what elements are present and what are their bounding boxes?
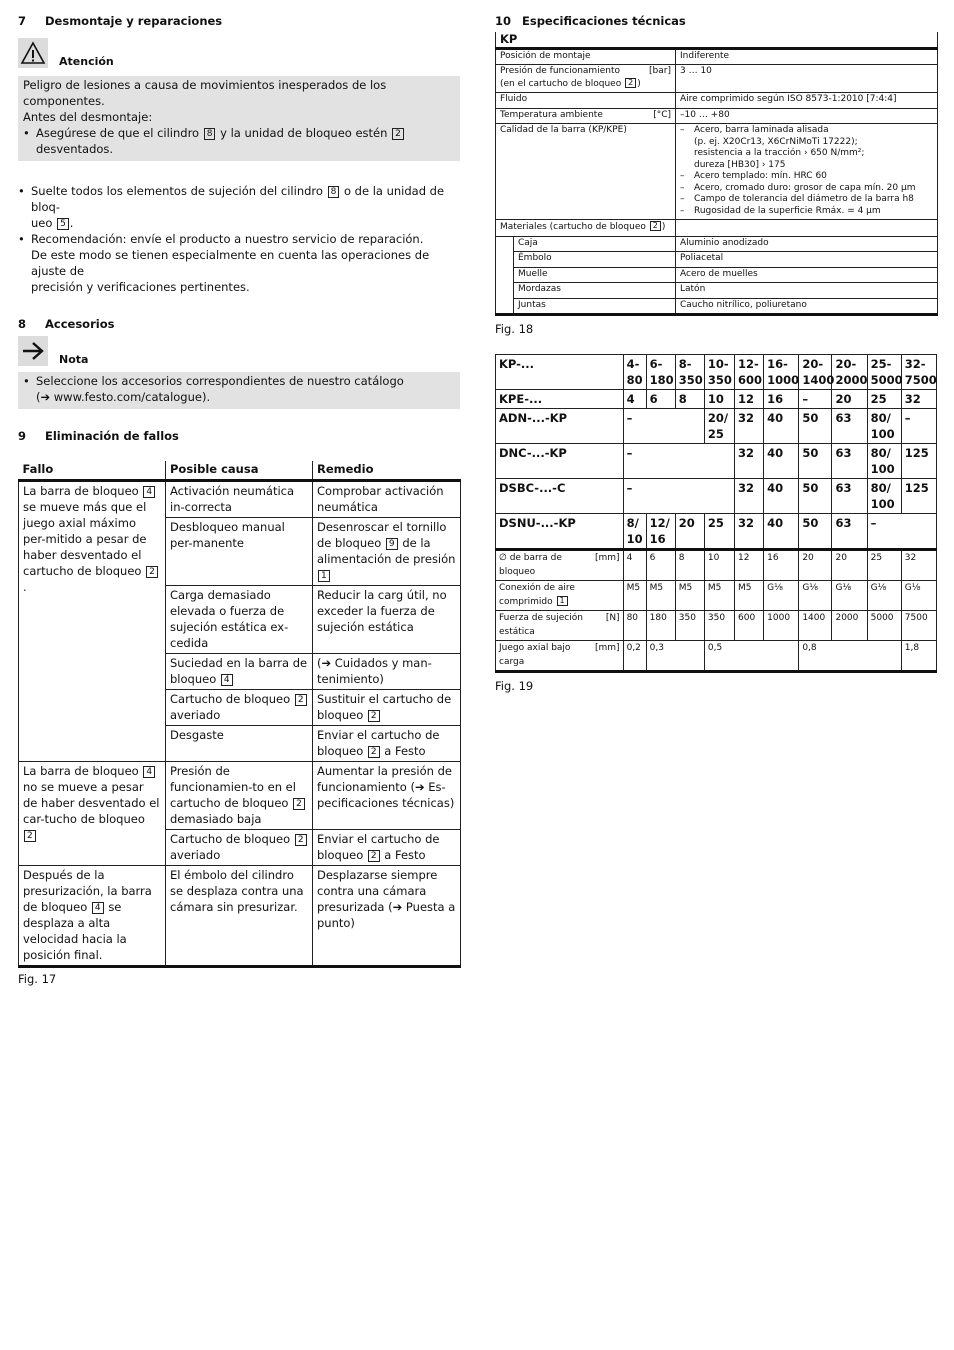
table-cell: 6- 180 xyxy=(646,355,675,390)
table-row: Caja Aluminio anodizado xyxy=(496,236,938,252)
table-cell: 350 xyxy=(675,611,704,641)
table-row: DSBC-...-C – 32 40 50 63 80/ 100 125 xyxy=(496,479,937,514)
table-cell: 20/ 25 xyxy=(704,409,734,444)
table-row: Fuerza de sujeción [N] estática 80 180 350 350 600 1000 1400 2000 5000 7500 xyxy=(496,611,937,641)
table-cell: 0,2 xyxy=(623,641,646,672)
table-cell: G⅛ xyxy=(832,581,867,611)
table-row xyxy=(19,866,461,967)
table-cell: 125 xyxy=(901,444,936,479)
warning-callout-header xyxy=(18,38,460,74)
table-row: Posición de montaje Indiferente xyxy=(496,48,938,65)
remedy-cell: Aumentar la presión de funcionamiento (➔ Es-pecificaciones técnicas) xyxy=(313,762,461,830)
table-row: Mordazas Latón xyxy=(496,283,938,299)
section-8-heading: 8 Accesorios xyxy=(18,317,115,331)
table-cell: 20- 1400 xyxy=(799,355,832,390)
table-cell: 20 xyxy=(832,550,867,581)
note-label: Nota xyxy=(59,353,89,366)
table-row: Juntas Caucho nitrílico, poliuretano xyxy=(496,298,938,315)
remedy-cell: Desenroscar el tornillo de bloqueo 9 de la alimentación de presión 1 xyxy=(313,518,461,586)
cause-cell: Desbloqueo manual per-manente xyxy=(166,518,313,586)
section-7-heading: 7 Desmontaje y reparaciones xyxy=(18,14,223,28)
cause-cell: Desgaste xyxy=(166,726,313,762)
table-cell: 63 xyxy=(832,514,867,550)
remedy-cell: Sustituir el cartucho de bloqueo 2 xyxy=(313,690,461,726)
table-cell: 8 xyxy=(675,390,704,409)
table-cell: 1,8 xyxy=(901,641,936,672)
ref-box: 8 xyxy=(328,186,340,198)
table-row: Conexión de aire comprimido 1 M5 M5 M5 M5 M5 G⅛ G⅛ G⅛ G⅛ G⅛ xyxy=(496,581,937,611)
remedy-cell: Comprobar activación neumática xyxy=(313,481,461,518)
table-cell: 40 xyxy=(764,514,799,550)
section-7-list xyxy=(18,183,460,295)
table-row: Presión de funcionamiento [bar] (en el cartucho de bloqueo 2 ) 3 … 10 xyxy=(496,65,938,93)
remedy-cell: Desplazarse siempre contra una cámara presurizada (➔ Puesta a punto) xyxy=(313,866,461,967)
table-cell: – xyxy=(901,409,936,444)
table-cell: 16 xyxy=(764,390,799,409)
cause-cell: Cartucho de bloqueo 2 averiado xyxy=(166,830,313,866)
table-cell: 32 xyxy=(901,550,936,581)
table-cell: 50 xyxy=(799,514,832,550)
table-cell: 50 xyxy=(799,409,832,444)
table-cell: 8- 350 xyxy=(675,355,704,390)
table-cell: 0,8 xyxy=(799,641,901,672)
table-cell: 20 xyxy=(832,390,867,409)
table-cell: 0,5 xyxy=(704,641,798,672)
table-cell: 4 xyxy=(623,390,646,409)
table-cell: 40 xyxy=(764,444,799,479)
table-cell: 12- 600 xyxy=(735,355,764,390)
list-item: • Recomendación: envíe el producto a nuestro servicio de reparación. De este modo se tienen especialmente en cuenta las operaciones de ajuste de precisión y verificaciones pertinentes. xyxy=(18,232,430,294)
remedy-cell: (➔ Cuidados y man-tenimiento) xyxy=(313,654,461,690)
table-cell: 10- 350 xyxy=(704,355,734,390)
table-row xyxy=(19,762,461,830)
table-cell: 10 xyxy=(704,550,734,581)
ref-box: 8 xyxy=(204,128,216,140)
table-cell: 6 xyxy=(646,390,675,409)
table-cell: 32- 7500 xyxy=(901,355,936,390)
table-row: Calidad de la barra (KP/KPE) – Acero, barra laminada alisada (p. ej. X20Cr13, X6CrNiMoTi 17222); resistencia a la tracción › 650 N/mm²; dureza [HB30] › 175 – Acero templado: mín. HRC 60 – Acero, cromado duro: grosor de capa mín. 20 µm – Campo de tolerancia del diámetro de la barra h8 – Rugosidad de la superficie Rmáx. = 4 µm xyxy=(496,124,938,220)
fault-cell: La barra de bloqueo 4 no se mueve a pesar de haber desventado el car-tucho de bloqueo 2 xyxy=(19,762,166,866)
table-cell: 6 xyxy=(646,550,675,581)
rod-quality-list: – Acero, barra laminada alisada (p. ej. X20Cr13, X6CrNiMoTi 17222); resistencia a la tracción › 650 N/mm²; dureza [HB30] › 175 – Acero templado: mín. HRC 60 – Acero, cromado duro: grosor de capa mín. 20 µm – Campo de tolerancia del diámetro de la barra h8 – Rugosidad de la superficie Rmáx. = 4 µm xyxy=(676,124,938,220)
warning-label: Atención xyxy=(59,55,114,68)
table-row: Émbolo Poliacetal xyxy=(496,252,938,268)
table-cell: 40 xyxy=(764,409,799,444)
table-cell: 4- 80 xyxy=(623,355,646,390)
table-title: KP xyxy=(496,32,938,48)
table-cell: 8 xyxy=(675,550,704,581)
table-cell: 80/ 100 xyxy=(867,444,901,479)
cause-cell: El émbolo del cilindro se desplaza contra una cámara sin presurizar. xyxy=(166,866,313,967)
table-cell: 63 xyxy=(832,409,867,444)
table-cell: G⅛ xyxy=(867,581,901,611)
table-cell: 25- 5000 xyxy=(867,355,901,390)
table-row: KP-... 4- 80 6- 180 8- 350 10- 350 12- 600 16- 1000 20- 1400 20- 2000 25- 5000 32- 7500 xyxy=(496,355,937,390)
table-cell: 20 xyxy=(799,550,832,581)
table-row: DSNU-...-KP 8/ 10 12/ 16 20 25 32 40 50 63 – xyxy=(496,514,937,550)
remedy-cell: Enviar el cartucho de bloqueo 2 a Festo xyxy=(313,830,461,866)
remedy-cell: Reducir la carg útil, no exceder la fuerza de sujeción estática xyxy=(313,586,461,654)
figure-caption: Fig. 19 xyxy=(495,679,534,693)
table-cell: 12 xyxy=(735,550,764,581)
section-10-heading: 10 Especificaciones técnicas xyxy=(495,14,686,28)
warning-triangle-icon xyxy=(18,38,48,68)
table-cell: 80 xyxy=(623,611,646,641)
table-cell: 180 xyxy=(646,611,675,641)
table-row: Fluido Aire comprimido según ISO 8573-1:2010 [7:4:4] xyxy=(496,93,938,109)
table-cell: 12 xyxy=(735,390,764,409)
list-item: • Suelte todos los elementos de sujeción del cilindro 8 o de la unidad de bloq- ueo 5 . xyxy=(18,184,445,230)
table-cell: 16 xyxy=(764,550,799,581)
table-cell: 50 xyxy=(799,444,832,479)
table-cell: 8/ 10 xyxy=(623,514,646,550)
section-9-heading: 9 Eliminación de fallos xyxy=(18,429,179,443)
table-cell: 80/ 100 xyxy=(867,479,901,514)
remedy-cell: Enviar el cartucho de bloqueo 2 a Festo xyxy=(313,726,461,762)
cause-cell: Activación neumática in-correcta xyxy=(166,481,313,518)
table-cell: 32 xyxy=(735,514,764,550)
figure-caption: Fig. 18 xyxy=(495,322,534,336)
table-row: ∅ de barra de [mm] bloqueo 4 6 8 10 12 16 20 20 25 32 xyxy=(496,550,937,581)
table-cell: – xyxy=(799,390,832,409)
table-cell: 20 xyxy=(675,514,704,550)
table-row: Juego axial bajo [mm] carga 0,2 0,3 0,5 0,8 1,8 xyxy=(496,641,937,672)
table-cell: M5 xyxy=(623,581,646,611)
warning-box: Peligro de lesiones a causa de movimientos inesperados de los componentes. Antes del desmontaje: • Asegúrese de que el cilindro 8 y la unidad de bloqueo estén 2 desventados. xyxy=(18,76,460,161)
fault-cell: Después de la presurización, la barra de bloqueo 4 se desplaza a alta velocidad hacia la posición final. xyxy=(19,866,166,967)
table-cell: 7500 xyxy=(901,611,936,641)
ref-box: 2 xyxy=(392,128,404,140)
cause-cell: Carga demasiado elevada o fuerza de sujeción estática ex-cedida xyxy=(166,586,313,654)
table-cell: 25 xyxy=(704,514,734,550)
variants-table xyxy=(495,354,937,673)
table-cell: 10 xyxy=(704,390,734,409)
table-cell: 2000 xyxy=(832,611,867,641)
note-box: • Seleccione los accesorios correspondientes de nuestro catálogo (➔ www.festo.com/catalogue). xyxy=(18,372,460,409)
table-cell: 80/ 100 xyxy=(867,409,901,444)
table-cell: 25 xyxy=(867,390,901,409)
table-cell: 32 xyxy=(901,390,936,409)
table-cell: 1400 xyxy=(799,611,832,641)
table-cell: 16- 1000 xyxy=(764,355,799,390)
column-header: Fallo xyxy=(19,461,166,481)
table-cell: 350 xyxy=(704,611,734,641)
table-cell: G⅛ xyxy=(799,581,832,611)
specs-table xyxy=(495,32,938,316)
table-cell: 5000 xyxy=(867,611,901,641)
table-cell: 0,3 xyxy=(646,641,704,672)
table-cell: M5 xyxy=(704,581,734,611)
table-cell: G⅛ xyxy=(764,581,799,611)
cause-cell: Presión de funcionamien-to en el cartucho de bloqueo 2 demasiado baja xyxy=(166,762,313,830)
left-column xyxy=(18,14,460,986)
table-cell: M5 xyxy=(735,581,764,611)
figure-caption: Fig. 17 xyxy=(18,972,57,986)
fault-cell: La barra de bloqueo 4 se mueve más que el juego axial máximo per-mitido a pesar de haber desventado el cartucho de bloqueo 2. xyxy=(19,481,166,762)
note-callout-header xyxy=(18,336,460,372)
warning-bullet: • Asegúrese de que el cilindro 8 y la unidad de bloqueo estén 2 desventados. xyxy=(23,125,454,157)
table-row: Materiales (cartucho de bloqueo 2 ) xyxy=(496,220,938,237)
table-cell: G⅛ xyxy=(901,581,936,611)
troubleshooting-table xyxy=(18,461,461,968)
table-cell: 12/ 16 xyxy=(646,514,675,550)
table-cell: 32 xyxy=(735,444,764,479)
table-row: ADN-...-KP – 20/ 25 32 40 50 63 80/ 100 – xyxy=(496,409,937,444)
table-row: KPE-... 4 6 8 10 12 16 – 20 25 32 xyxy=(496,390,937,409)
table-cell: 32 xyxy=(735,479,764,514)
table-row: Temperatura ambiente [°C] –10 … +80 xyxy=(496,108,938,124)
ref-box: 5 xyxy=(57,218,69,230)
table-header-row xyxy=(19,461,461,481)
cause-cell: Cartucho de bloqueo 2 averiado xyxy=(166,690,313,726)
table-cell: 600 xyxy=(735,611,764,641)
table-cell: 20- 2000 xyxy=(832,355,867,390)
column-header: Posible causa xyxy=(166,461,313,481)
table-cell: 63 xyxy=(832,479,867,514)
table-row: Muelle Acero de muelles xyxy=(496,267,938,283)
table-row xyxy=(19,481,461,518)
table-cell: M5 xyxy=(675,581,704,611)
table-cell: 1000 xyxy=(764,611,799,641)
table-cell: 25 xyxy=(867,550,901,581)
table-cell: 32 xyxy=(735,409,764,444)
column-header: Remedio xyxy=(313,461,461,481)
table-cell: M5 xyxy=(646,581,675,611)
table-cell: 50 xyxy=(799,479,832,514)
arrow-right-icon xyxy=(18,336,48,366)
table-cell: 125 xyxy=(901,479,936,514)
table-cell: 40 xyxy=(764,479,799,514)
right-column xyxy=(495,14,937,693)
cause-cell: Suciedad en la barra de bloqueo 4 xyxy=(166,654,313,690)
table-cell: 63 xyxy=(832,444,867,479)
table-row: DNC-...-KP – 32 40 50 63 80/ 100 125 xyxy=(496,444,937,479)
table-header-row xyxy=(496,32,938,48)
table-cell: 4 xyxy=(623,550,646,581)
